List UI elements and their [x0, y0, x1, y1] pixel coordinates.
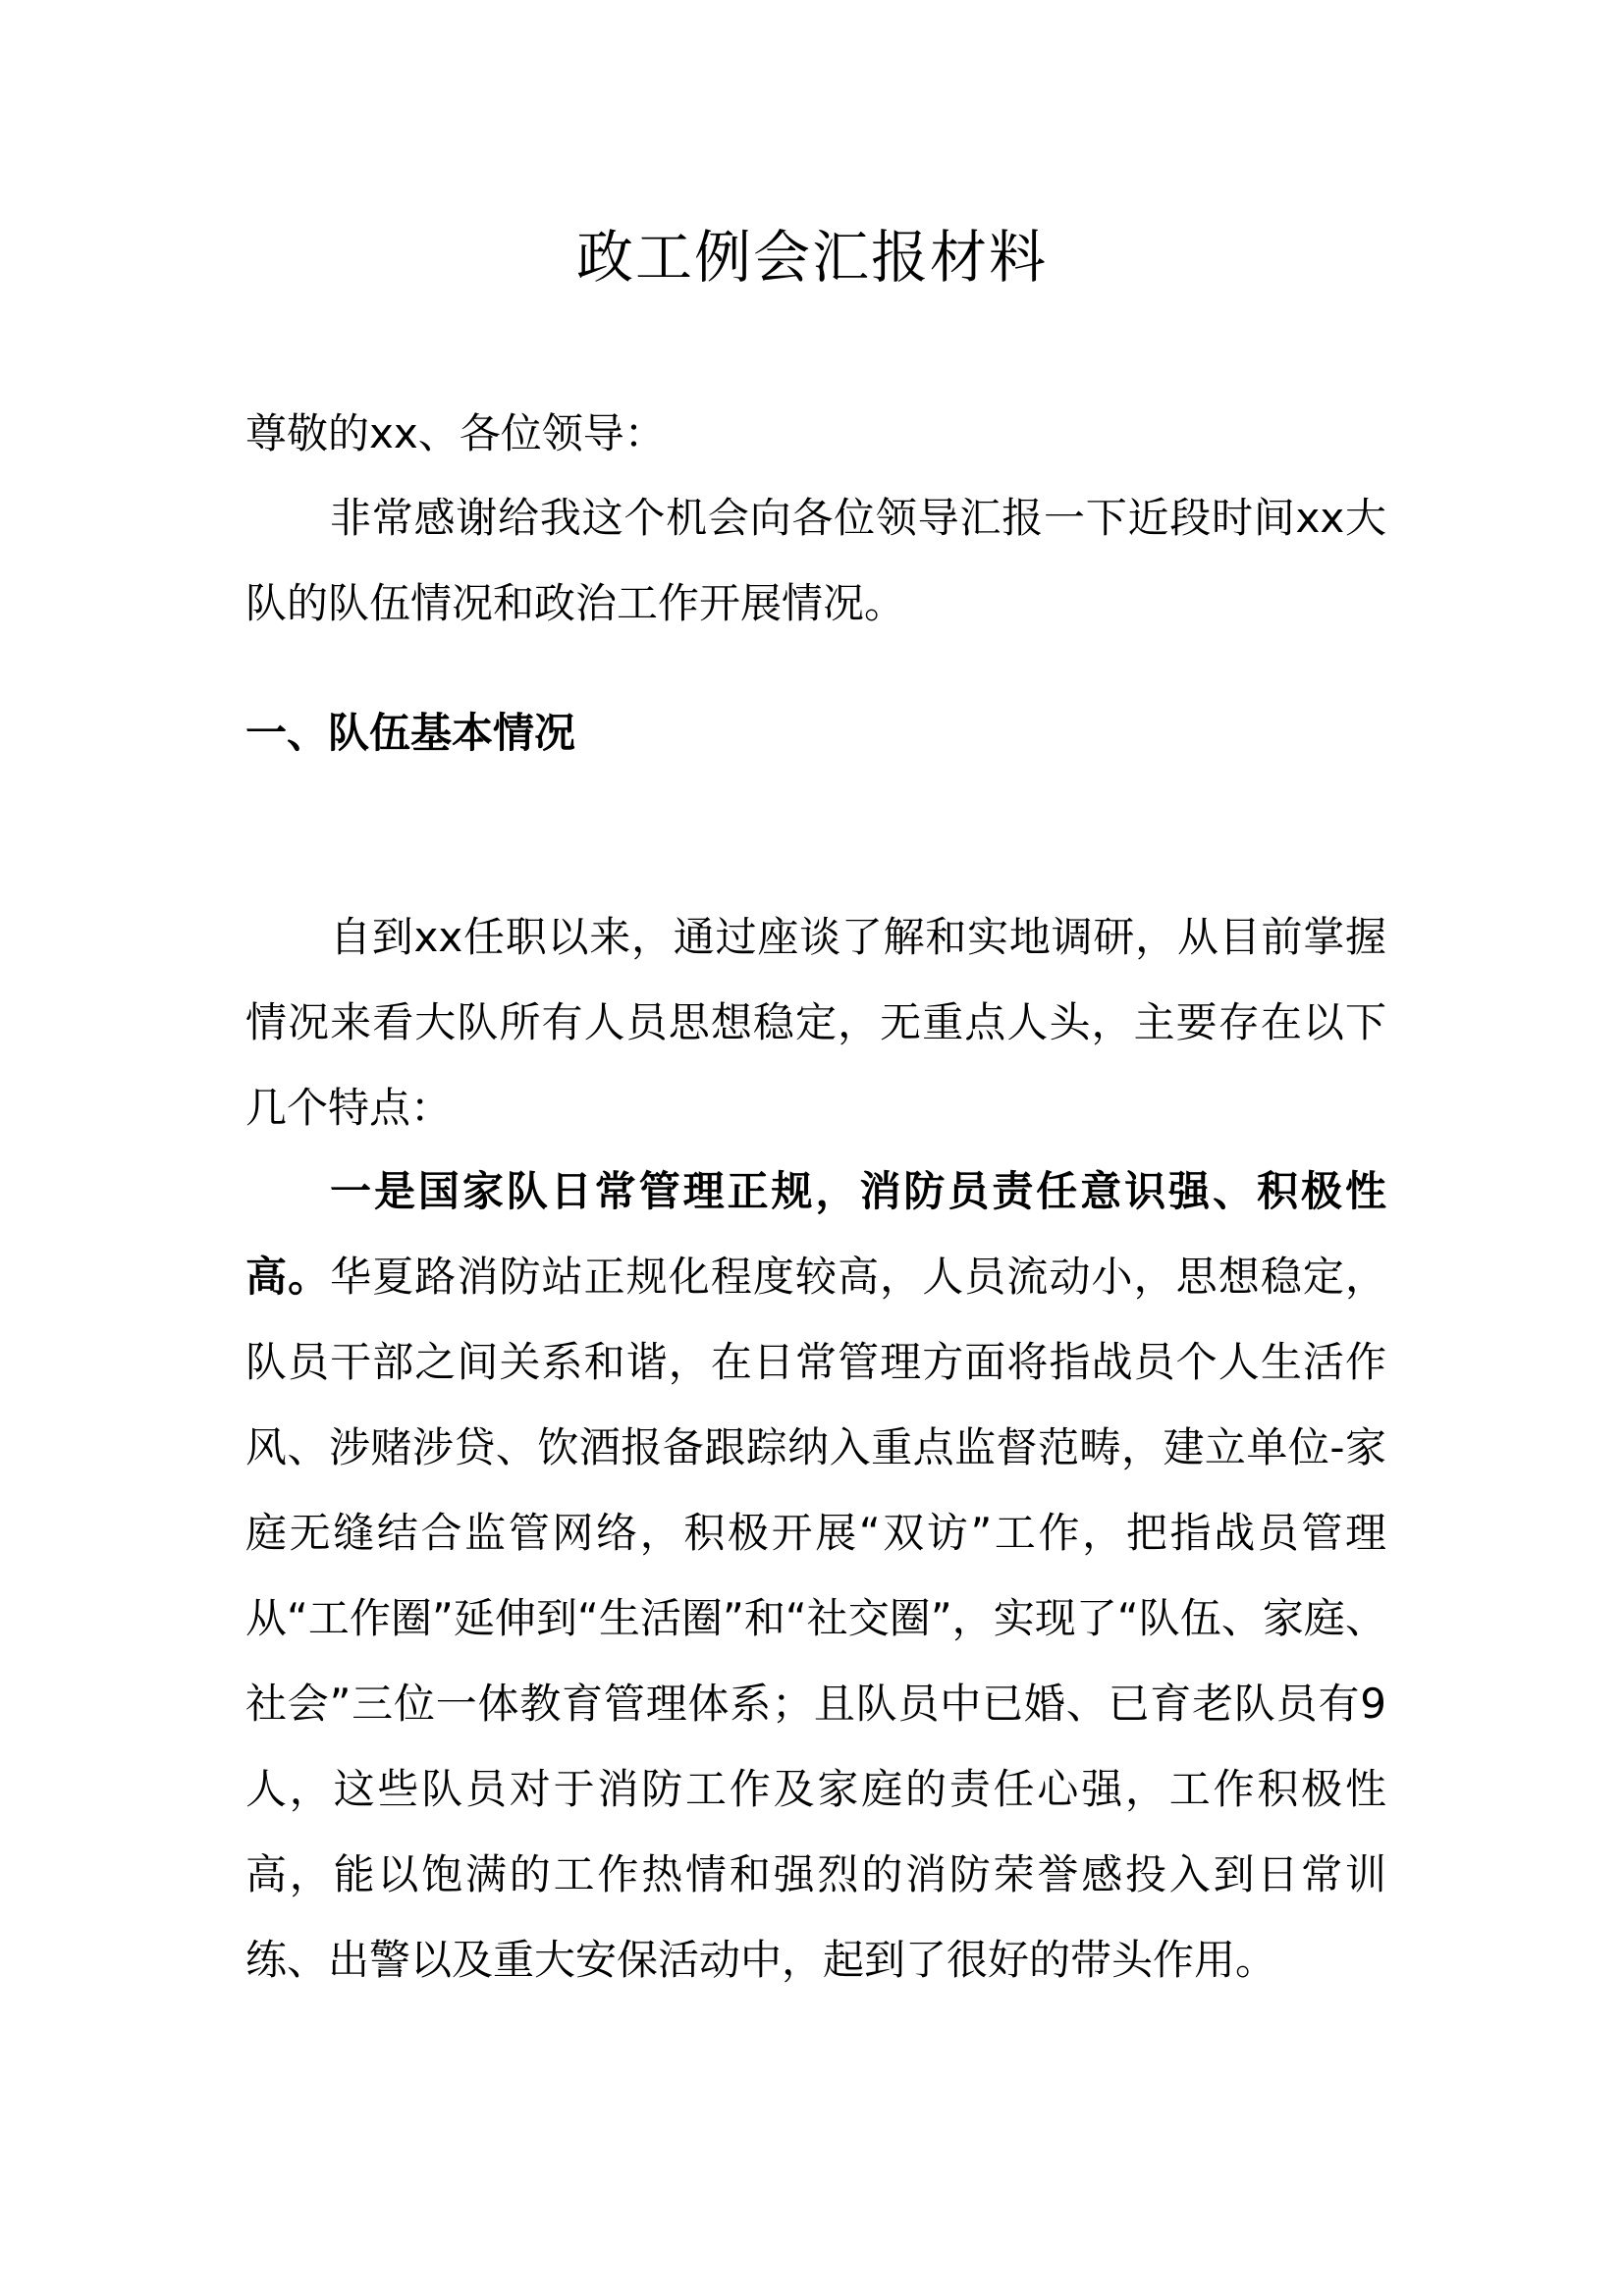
paragraph-lead-bold: 一是国家队日常管理正规，消防员责任意识强、积极性高。: [245, 1167, 1386, 1301]
body-paragraph-1: 自到xx任职以来，通过座谈了解和实地调研，从目前掌握情况来看大队所有人员思想稳定，无重点人头，主要存在以下几个特点：: [245, 913, 1386, 1132]
salutation: 尊敬的xx、各位领导：: [245, 409, 666, 457]
paragraph-body: 华夏路消防站正规化程度较高，人员流动小，思想稳定，队员干部之间关系和谐，在日常管理方面将指战员个人生活作风、涉赌涉贷、饮酒报备跟踪纳入重点监督范畴，建立单位-家庭无缝结合监管网络，积极开展“双访”工作，把指战员管理从“工作圈”延伸到“生活圈”和“社交圈”，实现了“队伍、家庭、社会”三位一体教育管理体系；且队员中已婚、已育老队员有9人，这些队员对于消防工作及家庭的责任心强，工作积极性高，能以饱满的工作热情和强烈的消防荣誉感投入到日常训练、出警以及重大安保活动中，起到了很好的带头作用。: [245, 1253, 1386, 1984]
intro-paragraph: 非常感谢给我这个机会向各位领导汇报一下近段时间xx大队的队伍情况和政治工作开展情况。: [245, 494, 1386, 627]
section-heading: 一、队伍基本情况: [245, 709, 576, 757]
body-paragraph-2: [245, 1148, 1386, 2002]
document-title: 政工例会汇报材料: [575, 224, 1048, 291]
